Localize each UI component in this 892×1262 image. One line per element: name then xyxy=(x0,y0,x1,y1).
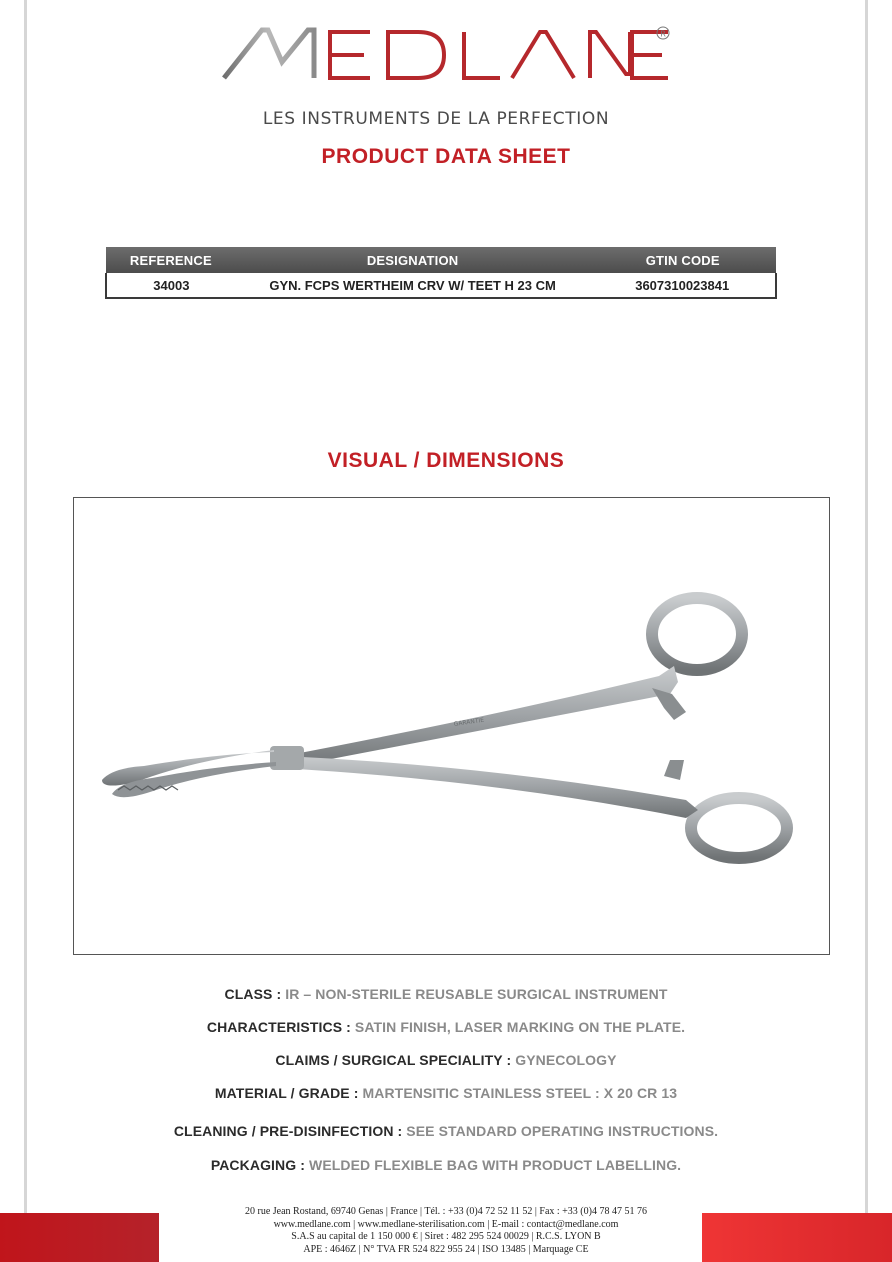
spec-characteristics-value: SATIN FINISH, LASER MARKING ON THE PLATE. xyxy=(354,1019,686,1035)
spec-cleaning-value: SEE STANDARD OPERATING INSTRUCTIONS. xyxy=(406,1123,719,1139)
spec-packaging xyxy=(0,1157,892,1173)
header-reference: REFERENCE xyxy=(106,247,236,273)
forceps-illustration xyxy=(74,498,831,956)
spec-characteristics-label: CHARACTERISTICS : xyxy=(206,1019,351,1035)
table-row xyxy=(106,273,776,298)
brand-tagline: LES INSTRUMENTS DE LA PERFECTION xyxy=(262,109,610,129)
spec-material xyxy=(0,1085,892,1101)
spec-claims xyxy=(0,1052,892,1068)
footer-address-line: 20 rue Jean Rostand, 69740 Genas | France | Tél. : +33 (0)4 72 52 11 52 | Fax : +33 (0)4 78 47 51 76 xyxy=(245,1206,647,1217)
company-footer xyxy=(0,1206,892,1256)
product-image-frame xyxy=(73,497,830,955)
header-gtin-code: GTIN CODE xyxy=(589,247,776,273)
svg-text:R: R xyxy=(660,29,666,39)
spec-cleaning-label: CLEANING / PRE-DISINFECTION : xyxy=(173,1123,403,1139)
spec-material-value: MARTENSITIC STAINLESS STEEL : X 20 CR 13 xyxy=(362,1085,678,1101)
medlane-logo xyxy=(0,18,892,129)
spec-class xyxy=(0,986,892,1002)
cell-reference: 34003 xyxy=(106,273,236,298)
product-data-sheet-title: PRODUCT DATA SHEET xyxy=(321,145,571,168)
spec-material-label: MATERIAL / GRADE : xyxy=(214,1085,359,1101)
table-header-row xyxy=(106,247,776,273)
spec-packaging-label: PACKAGING : xyxy=(210,1157,305,1173)
spec-claims-label: CLAIMS / SURGICAL SPECIALITY : xyxy=(275,1052,512,1068)
product-reference-table xyxy=(105,247,777,299)
spec-cleaning xyxy=(0,1123,892,1139)
footer-legal-line: S.A.S au capital de 1 150 000 € | Siret : 482 295 524 00029 | R.C.S. LYON B xyxy=(291,1231,601,1242)
footer-web-line: www.medlane.com | www.medlane-sterilisation.com | E-mail : contact@medlane.com xyxy=(273,1218,619,1230)
medlane-logo-graphic xyxy=(222,24,672,84)
header-designation: DESIGNATION xyxy=(236,247,590,273)
cell-designation: GYN. FCPS WERTHEIM CRV W/ TEET H 23 CM xyxy=(236,273,590,298)
spec-characteristics xyxy=(0,1019,892,1035)
svg-text:GARANTIE: GARANTIE xyxy=(453,716,485,728)
cell-gtin-code: 3607310023841 xyxy=(589,273,776,298)
visual-dimensions-title: VISUAL / DIMENSIONS xyxy=(327,449,565,472)
spec-class-label: CLASS : xyxy=(224,986,282,1002)
spec-packaging-value: WELDED FLEXIBLE BAG WITH PRODUCT LABELLING. xyxy=(309,1157,682,1173)
footer-registration-line: APE : 4646Z | N° TVA FR 524 822 955 24 | ISO 13485 | Marquage CE xyxy=(303,1243,589,1255)
spec-class-value: IR – NON-STERILE REUSABLE SURGICAL INSTRUMENT xyxy=(285,986,668,1002)
spec-claims-value: GYNECOLOGY xyxy=(515,1052,617,1068)
